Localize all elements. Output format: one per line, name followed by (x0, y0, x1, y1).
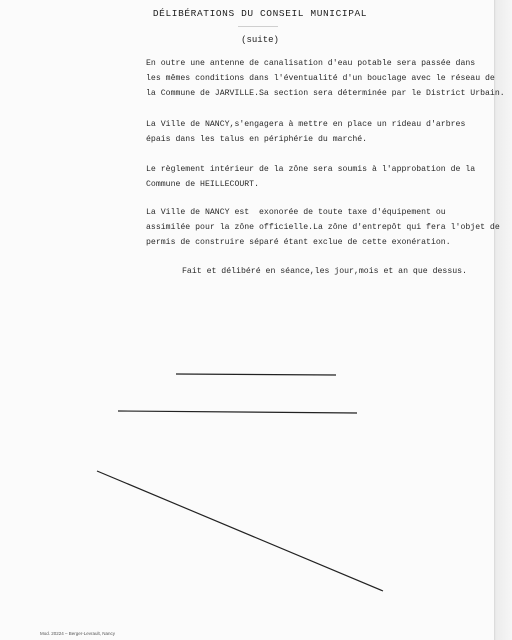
paragraph-line: Le règlement intérieur de la zône sera soumis à l'approbation de la (146, 165, 476, 174)
paragraph-rideau-arbres (146, 117, 465, 147)
paragraph-line: La Ville de NANCY est exonorée de toute taxe d'équipement ou (146, 208, 446, 217)
paragraph-line: permis de construire séparé étant exclue de cette exonération. (146, 238, 451, 247)
document-subheading: (suite) (241, 35, 279, 45)
paragraph-canalisation (146, 56, 505, 101)
paragraph-line: La Ville de NANCY,s'engagera à mettre en place un rideau d'arbres (146, 120, 466, 129)
paragraph-line: Commune de HEILLECOURT. (146, 180, 260, 189)
paragraph-line: Fait et délibéré en séance,les jour,mois et an que dessus. (182, 267, 467, 276)
paragraph-line: assimilée pour la zône officielle.La zône d'entrepôt qui fera l'objet de (146, 223, 500, 232)
form-footer: Mod. 20224 – Berger-Levrault, Nancy (40, 631, 116, 636)
paragraph-line: la Commune de JARVILLE.Sa section sera déterminée par le District Urbain. (146, 89, 505, 98)
paragraph-fait-delibere (182, 264, 467, 279)
paragraph-exoneration (146, 205, 500, 250)
heading-divider (238, 26, 278, 27)
paragraph-line: les mêmes conditions dans l'éventualité d'un bouclage avec le réseau de (146, 74, 495, 83)
paragraph-reglement (146, 162, 475, 192)
paragraph-line: épais dans les talus en périphérie du marché. (146, 135, 368, 144)
document-heading: DÉLIBÉRATIONS DU CONSEIL MUNICIPAL (152, 8, 368, 19)
paragraph-line: En outre une antenne de canalisation d'eau potable sera passée dans (146, 59, 476, 68)
